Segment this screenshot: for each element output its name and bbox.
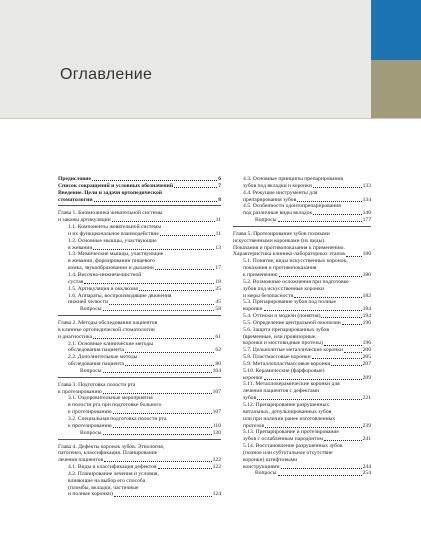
toc-entry-text: в полости рта при подготовке больного — [68, 402, 162, 409]
dot-leader — [344, 352, 362, 353]
toc-page-number: 107 — [212, 388, 221, 395]
toc-page-number: 107 — [212, 409, 221, 416]
toc-entry-text: стоматологии — [58, 196, 93, 203]
toc-entry-text: 5.4. Оттиски и модели (понятия) — [243, 313, 321, 320]
toc-entry — [233, 470, 371, 477]
toc-entry-text: влияющие на выбор его способа — [68, 477, 146, 484]
toc-entry — [233, 443, 371, 470]
dot-leader — [84, 283, 214, 284]
toc-page-number: 182 — [362, 292, 371, 299]
toc-entry — [58, 306, 221, 313]
toc-entry-text: коронки и мостовидные протезы) — [243, 340, 323, 347]
toc-entry — [58, 382, 221, 396]
toc-page-number: 177 — [362, 217, 371, 224]
toc-entry-text: Показания и противопоказания к применению. — [233, 244, 345, 251]
toc-entry-text: конструкциями — [243, 463, 280, 470]
toc-page-number: 18 — [215, 278, 221, 285]
toc-entry — [233, 354, 371, 361]
toc-entry-text: коронки) штифтовыми — [243, 456, 298, 463]
toc-entry — [58, 210, 221, 224]
toc-entry-text: (временные, или провизорные, — [243, 333, 317, 340]
toc-entry — [233, 313, 371, 320]
toc-entry — [233, 203, 371, 217]
toc-entry — [233, 320, 371, 327]
toc-entry-text: 2.1. Основные клинические методы — [68, 340, 154, 347]
toc-entry-text: к протезированию — [58, 388, 102, 395]
toc-entry — [233, 381, 371, 402]
toc-entry-text: Глава 1. Биомеханика жевательной системы — [58, 210, 163, 217]
toc-entry — [233, 402, 371, 429]
toc-entry-text: 5.2. Возможные осложнения при подготовке — [243, 278, 349, 285]
toc-entry — [233, 429, 371, 443]
toc-entry — [58, 183, 221, 190]
dot-leader — [93, 249, 214, 250]
toc-entry-text: 5.14. Восстановление разрушенных зубов — [243, 443, 343, 450]
toc-entry-text: 1.5. Артикуляция и окклюзия — [68, 285, 138, 292]
toc-entry-text: обследования пациента — [68, 361, 124, 368]
dot-leader — [103, 372, 212, 373]
toc-entry-text: 5.6. Защита препарированных зубов — [243, 326, 329, 333]
toc-entry-text: Глава 3. Подготовка полости рта — [58, 381, 136, 388]
toc-entry — [233, 368, 371, 382]
toc-page-number: 209 — [362, 374, 371, 381]
toc-entry — [58, 444, 221, 465]
dot-leader — [155, 269, 215, 270]
toc-entry-text: 3.2. Специальная подготовка полости рта — [68, 416, 167, 422]
toc-page-number: 45 — [215, 299, 221, 306]
dot-leader — [321, 317, 361, 318]
toc-entry — [58, 464, 221, 471]
toc-entry-text: (полное или субтотальное отсутствие — [243, 449, 333, 456]
toc-entry-text: зубов — [243, 395, 257, 402]
dot-leader — [125, 365, 214, 366]
toc-entry-text: в жевании — [68, 244, 93, 251]
dot-leader — [160, 235, 215, 236]
toc-page-number: 241 — [362, 436, 371, 443]
toc-entry-text: коронки — [243, 374, 263, 381]
chapter-separator — [58, 439, 221, 440]
toc-entry-text: 1.2. Основные мышцы, участвующие — [68, 237, 157, 244]
toc-page-number: 25 — [215, 285, 221, 292]
header-band — [0, 0, 421, 118]
toc-page-number: 104 — [212, 367, 221, 374]
toc-entry-text: 5.1. Понятие, виды искусственных коронок, — [243, 258, 348, 265]
toc-entry — [58, 272, 221, 286]
toc-entry — [58, 176, 221, 183]
toc-entry-text: 5.12. Препарирование разрушенных — [243, 402, 330, 408]
toc-page-number: 11 — [215, 230, 221, 237]
toc-entry — [233, 217, 371, 224]
dot-leader — [278, 221, 362, 222]
dot-leader — [125, 352, 214, 353]
dot-leader — [103, 393, 212, 394]
toc-entry-text: 5.7. Цельнолитые металлические коронки — [243, 347, 343, 354]
toc-entry-text: 5.5. Определение центральной окклюзии — [243, 319, 341, 326]
toc-page-number: 184 — [362, 306, 371, 313]
toc-entry — [233, 231, 371, 258]
toc-page-number: 6 — [218, 176, 221, 182]
toc-page-number: 124 — [212, 491, 221, 498]
toc-entry — [58, 251, 221, 272]
toc-page-number: 122 — [212, 457, 221, 464]
toc-entry — [233, 299, 371, 313]
toc-entry-text: Предисловие — [58, 176, 91, 182]
dot-leader — [278, 475, 362, 476]
toc-entry-text: Характеристика клинико-лабораторных этапов — [233, 251, 345, 258]
toc-entry-text: и законы артикуляции — [58, 217, 111, 224]
chapter-separator — [233, 226, 371, 227]
toc-entry-text: 5.13. Препарирование и протезирование — [243, 429, 339, 436]
toc-page-number: 7 — [218, 182, 221, 189]
toc-entry-text: 4.4. Режущие инструменты для — [243, 189, 318, 196]
toc-entry — [233, 327, 371, 348]
toc-entry-text: нижней челюсти — [68, 299, 108, 306]
toc-entry — [233, 279, 371, 300]
toc-page-number: 200 — [362, 347, 371, 354]
toc-entry-text: 5.8. Пластмассовые коронки — [243, 354, 311, 361]
toc-entry — [58, 416, 221, 430]
toc-entry — [58, 354, 221, 368]
header-divider — [0, 118, 421, 119]
dot-leader — [94, 201, 218, 202]
toc-entry — [58, 286, 221, 293]
toc-left-column — [58, 176, 221, 498]
dot-leader — [104, 461, 211, 462]
dot-leader — [114, 496, 212, 497]
toc-entry-text: 3.1. Оздоровительные мероприятия — [68, 395, 153, 402]
dot-leader — [158, 468, 212, 469]
toc-entry-text: Вопросы — [80, 429, 102, 436]
toc-entry — [233, 190, 371, 204]
corner-blue-block — [371, 0, 421, 60]
toc-entry-text: препарирования зубов — [243, 196, 297, 203]
toc-entry-text: к протезированию — [68, 422, 112, 429]
toc-page-number: 13 — [215, 244, 221, 251]
toc-entry-text: Введение. Цели и задачи ортопедической — [58, 189, 162, 196]
toc-entry-text: 1.1. Компоненты жевательной системы — [68, 224, 162, 231]
page-title: Оглавление — [60, 66, 153, 83]
toc-entry-text: 5.10. Керамические (фарфоровые) — [243, 367, 325, 374]
toc-page-number: 196 — [362, 319, 371, 326]
toc-entry-text: или при наличии ранее изготовленных — [243, 415, 336, 422]
toc-page-number: 205 — [362, 354, 371, 361]
chapter-separator — [58, 377, 221, 378]
toc-page-number: 8 — [218, 196, 221, 203]
dot-leader — [312, 358, 362, 359]
toc-page-number: 194 — [362, 313, 371, 320]
toc-entry-text: 2.2. Дополнительные методы — [68, 354, 138, 361]
dot-leader — [313, 187, 362, 188]
dot-leader — [109, 304, 214, 305]
toc-entry-text: 5.11. Металлокерамические коронки для — [243, 381, 340, 388]
toc-page-number: 62 — [215, 347, 221, 354]
toc-entry-text: лечения пациентов — [58, 457, 104, 464]
toc-page-number: 61 — [215, 333, 221, 340]
toc-entry-text: 1.4. Височно-нижнечелюстной — [68, 271, 142, 278]
dot-leader — [346, 256, 362, 257]
toc-entry-text: Вопросы — [255, 217, 277, 224]
toc-entry-text: сустав — [68, 278, 84, 285]
toc-entry-text: комка, звукообразовании и дыхании — [68, 265, 154, 272]
toc-entry — [233, 361, 371, 368]
toc-entry — [233, 258, 371, 279]
toc-page-number: 221 — [362, 395, 371, 402]
toc-right-column — [233, 176, 371, 477]
corner-olive-block — [371, 60, 421, 118]
toc-page-number: 196 — [362, 340, 371, 347]
toc-entry — [58, 395, 221, 416]
toc-entry-text: зубов под искусственные коронки — [243, 285, 324, 292]
dot-leader — [174, 187, 217, 188]
toc-entry — [58, 238, 221, 252]
toc-entry-text: обследования пациента — [68, 347, 124, 354]
toc-page-number: 244 — [362, 463, 371, 470]
toc-entry — [233, 176, 371, 190]
toc-entry-text: Список сокращений и условных обозначений — [58, 182, 174, 189]
dot-leader — [294, 297, 361, 298]
toc-entry-text: лечения пациентов с дефектами — [243, 388, 320, 395]
toc-entry-text: витальных, депульпированных зубов — [243, 408, 332, 415]
toc-entry-text: Глава 5. Протезирование зубов полными — [233, 230, 330, 237]
dot-leader — [324, 440, 362, 441]
toc-page-number: 134 — [362, 196, 371, 203]
toc-page-number: 254 — [362, 470, 371, 477]
toc-page-number: 140 — [362, 210, 371, 217]
dot-leader — [279, 276, 362, 277]
toc-entry-text: коронки — [243, 306, 263, 313]
chapter-separator — [58, 205, 221, 206]
toc-entry-text: зубов с ослабленным пародонтом — [243, 436, 323, 443]
toc-entry — [58, 368, 221, 375]
toc-page-number: 122 — [212, 464, 221, 471]
toc-entry-text: показания и противопоказания — [243, 265, 317, 272]
toc-entry-text: в клинике ортопедической стоматологии — [58, 326, 155, 333]
dot-leader — [112, 221, 215, 222]
toc-entry-text: в жевании, формировании пищевого — [68, 258, 155, 265]
toc-entry-text: и диагностика — [58, 333, 92, 340]
toc-entry — [58, 341, 221, 355]
toc-entry-text: 1.6. Аппараты, воспроизводящие движения — [68, 292, 172, 299]
dot-leader — [103, 434, 212, 435]
toc-entry-text: к протезированию — [68, 409, 112, 416]
toc-entry-text: 5.9. Металлопластмассовые коронки — [243, 360, 331, 367]
toc-entry-text: 4.1. Виды и классификация дефектов — [68, 464, 157, 471]
dot-leader — [342, 324, 362, 325]
dot-leader — [93, 338, 214, 339]
toc-entry-text: Глава 2. Методы обследования пациентов — [58, 320, 158, 327]
dot-leader — [313, 214, 361, 215]
toc-page-number: 11 — [215, 217, 221, 224]
toc-entry-text: 4.5. Особенности одонтопрепарирования — [243, 203, 341, 210]
toc-entry-text: протезов — [243, 422, 265, 429]
dot-leader — [297, 201, 361, 202]
toc-entry-text: и меры безопасности — [243, 292, 294, 299]
toc-entry-text: Глава 4. Дефекты коронок зубов. Этиология, — [58, 443, 165, 450]
toc-entry — [58, 190, 221, 204]
toc-page-number: 133 — [362, 182, 371, 189]
toc-entry — [58, 320, 221, 341]
toc-entry-text: Вопросы — [255, 470, 277, 477]
toc-entry-text: 1.3. Мимические мышцы, участвующие — [68, 251, 164, 258]
toc-entry-text: к применению — [243, 271, 278, 278]
toc-entry-text: Вопросы — [80, 306, 102, 313]
toc-page-number: 80 — [215, 361, 221, 368]
toc-page-number: 207 — [362, 360, 371, 367]
toc-entry — [233, 347, 371, 354]
dot-leader — [257, 399, 362, 400]
toc-entry-text: и полные коронки) — [68, 491, 113, 498]
toc-entry — [58, 224, 221, 238]
toc-page-number: 58 — [215, 306, 221, 313]
toc-entry-text: 4.2. Планирование лечения и условия, — [68, 470, 159, 477]
dot-leader — [264, 310, 362, 311]
toc-entry-text: и их функциональное взаимодействие — [68, 230, 159, 237]
dot-leader — [139, 290, 215, 291]
chapter-separator — [58, 315, 221, 316]
dot-leader — [264, 379, 362, 380]
dot-leader — [331, 365, 361, 366]
dot-leader — [281, 468, 362, 469]
toc-entry-text: под различные виды вкладок — [243, 210, 313, 217]
toc-page-number: 239 — [362, 422, 371, 429]
toc-entry-text: зубов под вкладки и коронки — [243, 182, 312, 189]
toc-page-number: 180 — [362, 251, 371, 258]
toc-page-number: 120 — [212, 429, 221, 436]
dot-leader — [113, 427, 212, 428]
toc-entry-text: 5.3. Препарирование зубов под полные — [243, 299, 337, 306]
dot-leader — [324, 345, 362, 346]
dot-leader — [265, 427, 361, 428]
toc-entry-text: искусственными коронками (их виды). — [233, 237, 326, 244]
dot-leader — [113, 413, 212, 414]
toc-entry — [58, 293, 221, 307]
toc-entry — [58, 430, 221, 437]
toc-entry-text: Вопросы — [80, 367, 102, 374]
toc-page-number: 180 — [362, 271, 371, 278]
dot-leader — [92, 180, 217, 181]
toc-entry — [58, 471, 221, 498]
toc-page-number: 17 — [215, 265, 221, 272]
toc-page-number: 110 — [212, 422, 221, 429]
toc-entry-text: патогенез, классификация. Планирование — [58, 450, 158, 457]
toc-entry-text: 4.3. Основные принципы препарирования — [243, 176, 344, 182]
dot-leader — [103, 310, 215, 311]
toc-entry-text: (пломбы, вкладки, частичные — [68, 484, 139, 491]
